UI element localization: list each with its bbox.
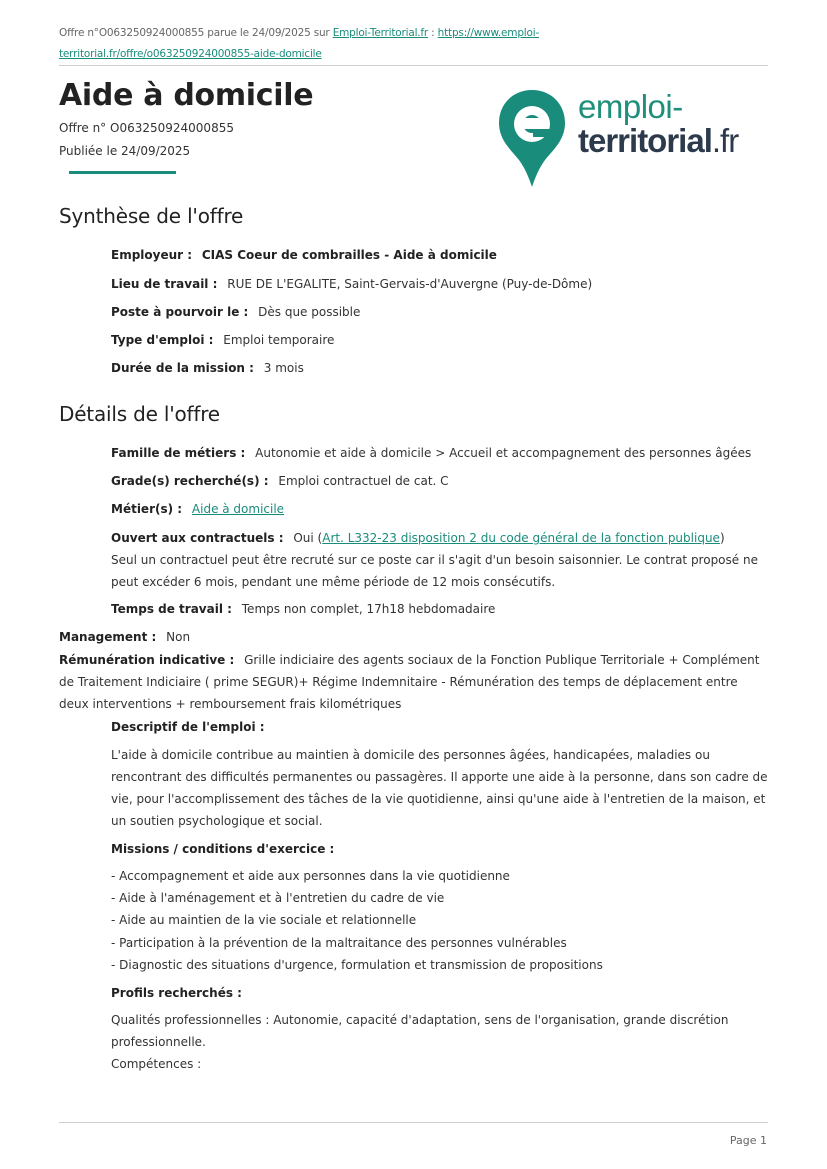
competences-label: Compétences : bbox=[111, 1057, 202, 1071]
field-value: Grille indiciaire des agents sociaux de la Fonction Publique Territoriale + Complément de Traitement Indiciaire ( prime SEGUR)+ Régime Indemnitaire - Rémunération des temps de déplacement entre deux interventions + remboursement frais kilométriques bbox=[59, 653, 760, 711]
page-number: Page 1 bbox=[729, 1134, 767, 1147]
top-divider bbox=[59, 65, 768, 66]
bottom-divider bbox=[59, 1122, 768, 1123]
page-title: Aide à domicile bbox=[59, 78, 314, 113]
mission-item: - Accompagnement et aide aux personnes dans la vie quotidienne bbox=[111, 869, 510, 883]
missions-heading: Missions / conditions d'exercice : bbox=[111, 842, 335, 856]
field-poste-a-pourvoir bbox=[111, 305, 360, 319]
field-value: Non bbox=[166, 630, 191, 644]
mission-item: - Diagnostic des situations d'urgence, formulation et transmission de propositions bbox=[111, 958, 603, 972]
article-link[interactable]: Art. L332-23 disposition 2 du code général de la fonction publique bbox=[322, 531, 720, 545]
mission-item: - Aide à l'aménagement et à l'entretien du cadre de vie bbox=[111, 891, 445, 905]
field-label: Métier(s) : bbox=[111, 502, 183, 516]
field-value: Dès que possible bbox=[258, 305, 361, 319]
section-heading-synthese: Synthèse de l'offre bbox=[59, 204, 244, 228]
offer-number: Offre n° O063250924000855 bbox=[59, 121, 234, 135]
logo-territorial: territorial bbox=[578, 122, 712, 159]
field-label: Lieu de travail : bbox=[111, 277, 218, 291]
qualites-text: Qualités professionnelles : Autonomie, capacité d'adaptation, sens de l'organisation, grande discrétion professionnelle. bbox=[111, 1013, 729, 1049]
field-value: Emploi temporaire bbox=[223, 333, 335, 347]
field-duree-mission bbox=[111, 361, 304, 375]
field-value: CIAS Coeur de combrailles - Aide à domicile bbox=[201, 248, 497, 262]
field-label: Grade(s) recherché(s) : bbox=[111, 474, 269, 488]
section-heading-details: Détails de l'offre bbox=[59, 402, 220, 426]
offer-source-note bbox=[59, 23, 579, 65]
field-management bbox=[59, 630, 190, 644]
mission-item: - Participation à la prévention de la maltraitance des personnes vulnérables bbox=[111, 936, 567, 950]
field-label: Rémunération indicative : bbox=[59, 653, 235, 667]
descriptif-text: L'aide à domicile contribue au maintien à domicile des personnes âgées, handicapées, maladies ou rencontrant des difficultés permanentes ou passagères. Il apporte une aide à la personne, dans son cadre de vie, pour l'accomplissement des tâches de la vie quotidienne, ainsi qu'une aide à l'entretien de la maison, et un soutien psychologique et social. bbox=[111, 748, 768, 828]
mission-item: - Aide au maintien de la vie sociale et relationnelle bbox=[111, 913, 417, 927]
field-label: Management : bbox=[59, 630, 157, 644]
field-value-prefix: Oui ( bbox=[293, 531, 323, 545]
logo-line-territorial bbox=[578, 124, 738, 158]
field-label: Ouvert aux contractuels : bbox=[111, 531, 284, 545]
field-label: Poste à pourvoir le : bbox=[111, 305, 249, 319]
field-employeur bbox=[111, 248, 497, 262]
field-remuneration bbox=[59, 649, 771, 715]
descriptif-heading: Descriptif de l'emploi : bbox=[111, 720, 265, 734]
profils-heading: Profils recherchés : bbox=[111, 986, 242, 1000]
emploi-territorial-logo bbox=[497, 88, 767, 190]
field-grade bbox=[111, 474, 449, 488]
field-label: Famille de métiers : bbox=[111, 446, 246, 460]
field-value: 3 mois bbox=[263, 361, 304, 375]
field-value: Emploi contractuel de cat. C bbox=[278, 474, 449, 488]
published-date: Publiée le 24/09/2025 bbox=[59, 144, 191, 158]
field-lieu-de-travail bbox=[111, 277, 592, 291]
field-label: Employeur : bbox=[111, 248, 193, 262]
contractuels-note: Seul un contractuel peut être recruté sur ce poste car il s'agit d'un besoin saisonnier. Le contrat proposé ne peut excéder 6 mois, pendant une même période de 12 mois consécutifs. bbox=[111, 553, 758, 589]
site-link[interactable]: Emploi-Territorial.fr bbox=[332, 27, 429, 39]
field-label: Temps de travail : bbox=[111, 602, 232, 616]
field-label: Type d'emploi : bbox=[111, 333, 214, 347]
title-accent-bar bbox=[69, 171, 176, 174]
logo-wordmark bbox=[578, 90, 738, 158]
field-type-emploi bbox=[111, 333, 334, 347]
source-note-prefix: Offre n°O063250924000855 parue le 24/09/2025 sur bbox=[59, 27, 333, 39]
field-temps-travail bbox=[111, 602, 495, 616]
map-pin-e-icon bbox=[497, 88, 567, 188]
field-famille-metiers bbox=[111, 446, 751, 460]
field-metier bbox=[111, 502, 284, 516]
offer-url-link[interactable]: https://www.emploi-territorial.fr/offre/o063250924000855-aide-domicile bbox=[59, 27, 540, 60]
logo-line-emploi: emploi- bbox=[578, 88, 683, 125]
source-note-separator: : bbox=[428, 27, 438, 39]
logo-fr: .fr bbox=[711, 122, 739, 159]
field-label: Durée de la mission : bbox=[111, 361, 254, 375]
field-value: RUE DE L'EGALITE, Saint-Gervais-d'Auvergne (Puy-de-Dôme) bbox=[227, 277, 593, 291]
field-value-suffix: ) bbox=[719, 531, 725, 545]
field-value: Autonomie et aide à domicile > Accueil et accompagnement des personnes âgées bbox=[255, 446, 752, 460]
field-value: Temps non complet, 17h18 hebdomadaire bbox=[241, 602, 496, 616]
metier-link[interactable]: Aide à domicile bbox=[191, 502, 285, 516]
field-ouvert-contractuels bbox=[111, 527, 771, 593]
